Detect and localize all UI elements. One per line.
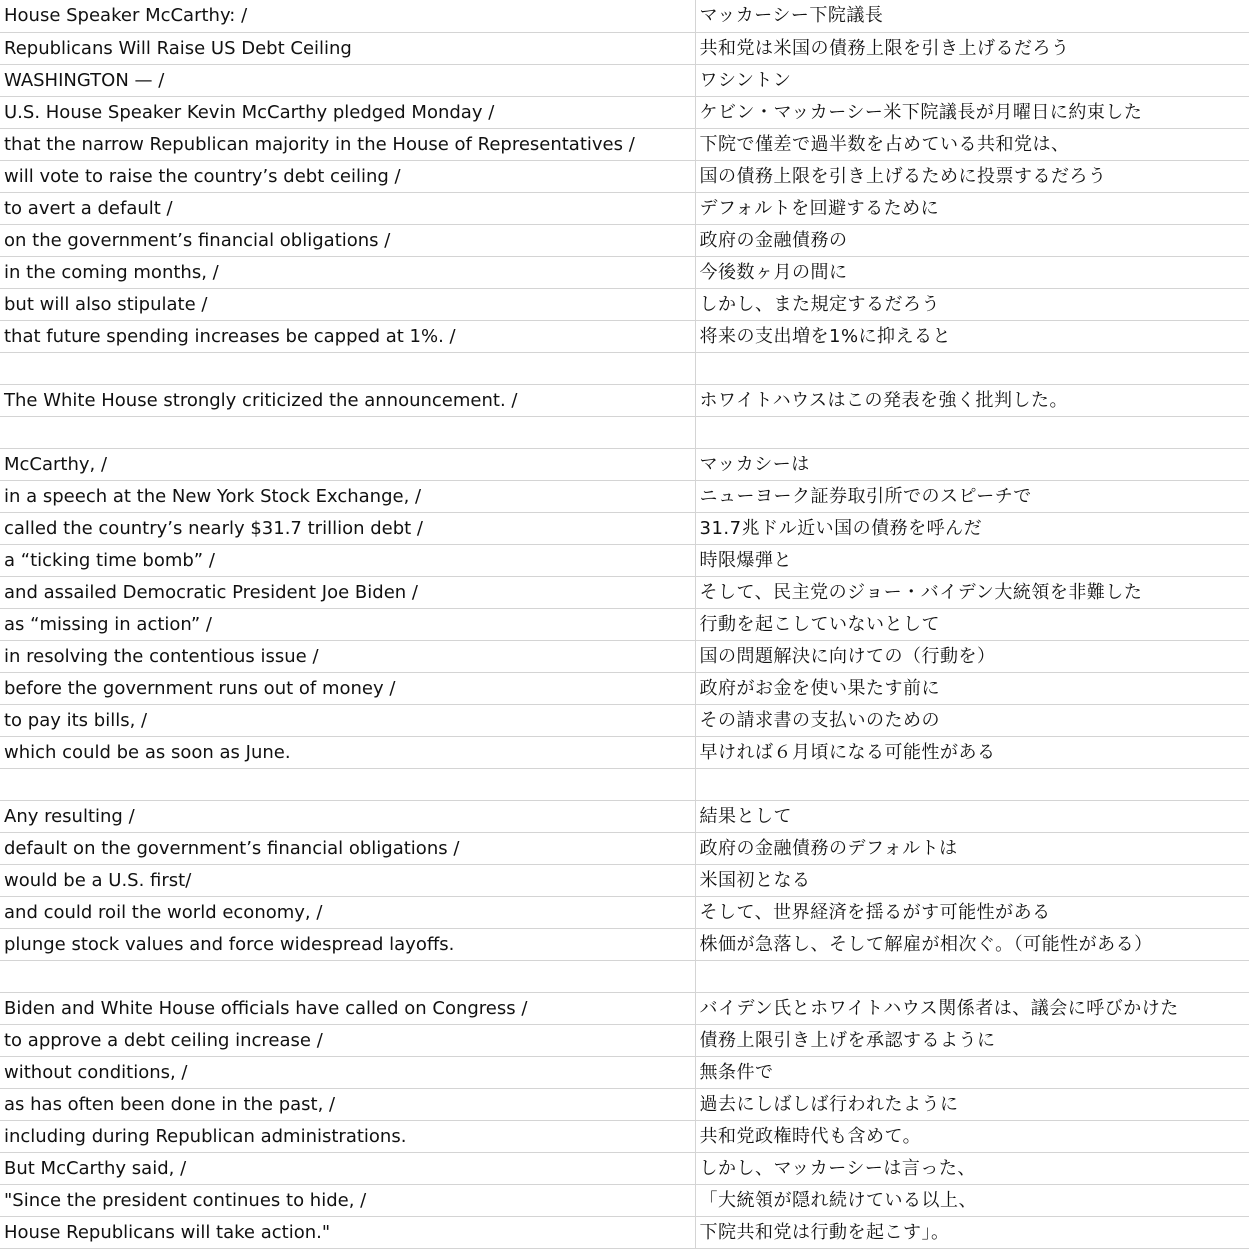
- japanese-cell[interactable]: 時限爆弾と: [695, 544, 1249, 576]
- japanese-cell[interactable]: デフォルトを回避するために: [695, 192, 1249, 224]
- table-row: [0, 1088, 1249, 1120]
- table-row: [0, 1056, 1249, 1088]
- japanese-cell[interactable]: 結果として: [695, 800, 1249, 832]
- english-cell[interactable]: The White House strongly criticized the announcement. /: [0, 384, 695, 416]
- japanese-cell[interactable]: 政府の金融債務の: [695, 224, 1249, 256]
- english-cell[interactable]: in resolving the contentious issue /: [0, 640, 695, 672]
- english-cell[interactable]: to pay its bills, /: [0, 704, 695, 736]
- japanese-cell[interactable]: しかし、マッカーシーは言った、: [695, 1152, 1249, 1184]
- japanese-cell[interactable]: ケビン・マッカーシー米下院議長が月曜日に約束した: [695, 96, 1249, 128]
- japanese-cell[interactable]: [695, 960, 1249, 992]
- japanese-cell[interactable]: 下院で僅差で過半数を占めている共和党は、: [695, 128, 1249, 160]
- japanese-cell[interactable]: 「大統領が隠れ続けている以上、: [695, 1184, 1249, 1216]
- japanese-cell[interactable]: しかし、また規定するだろう: [695, 288, 1249, 320]
- table-row: [0, 608, 1249, 640]
- japanese-cell[interactable]: 将来の支出増を1%に抑えると: [695, 320, 1249, 352]
- japanese-cell[interactable]: 債務上限引き上げを承認するように: [695, 1024, 1249, 1056]
- english-cell[interactable]: U.S. House Speaker Kevin McCarthy pledged Monday /: [0, 96, 695, 128]
- english-cell[interactable]: "Since the president continues to hide, /: [0, 1184, 695, 1216]
- japanese-cell[interactable]: ニューヨーク証券取引所でのスピーチで: [695, 480, 1249, 512]
- table-row: [0, 448, 1249, 480]
- english-cell[interactable]: and could roil the world economy, /: [0, 896, 695, 928]
- table-row: [0, 512, 1249, 544]
- table-row: [0, 0, 1249, 32]
- english-cell[interactable]: [0, 768, 695, 800]
- japanese-cell[interactable]: 政府がお金を使い果たす前に: [695, 672, 1249, 704]
- english-cell[interactable]: Biden and White House officials have called on Congress /: [0, 992, 695, 1024]
- table-row: [0, 288, 1249, 320]
- table-row: [0, 192, 1249, 224]
- english-cell[interactable]: before the government runs out of money /: [0, 672, 695, 704]
- english-cell[interactable]: in a speech at the New York Stock Exchange, /: [0, 480, 695, 512]
- english-cell[interactable]: [0, 352, 695, 384]
- japanese-cell[interactable]: 行動を起こしていないとして: [695, 608, 1249, 640]
- japanese-cell[interactable]: その請求書の支払いのための: [695, 704, 1249, 736]
- japanese-cell[interactable]: 国の問題解決に向けての（行動を）: [695, 640, 1249, 672]
- japanese-cell[interactable]: 早ければ６月頃になる可能性がある: [695, 736, 1249, 768]
- table-row: [0, 704, 1249, 736]
- japanese-cell[interactable]: 31.7兆ドル近い国の債務を呼んだ: [695, 512, 1249, 544]
- table-row: [0, 128, 1249, 160]
- table-row: [0, 352, 1249, 384]
- english-cell[interactable]: that the narrow Republican majority in the House of Representatives /: [0, 128, 695, 160]
- english-cell[interactable]: House Republicans will take action.": [0, 1216, 695, 1248]
- english-cell[interactable]: as has often been done in the past, /: [0, 1088, 695, 1120]
- english-cell[interactable]: Any resulting /: [0, 800, 695, 832]
- english-cell[interactable]: But McCarthy said, /: [0, 1152, 695, 1184]
- japanese-cell[interactable]: [695, 352, 1249, 384]
- table-row: [0, 544, 1249, 576]
- table-row: [0, 736, 1249, 768]
- japanese-cell[interactable]: 株価が急落し、そして解雇が相次ぐ。（可能性がある）: [695, 928, 1249, 960]
- japanese-cell[interactable]: [695, 416, 1249, 448]
- table-row: [0, 416, 1249, 448]
- table-row: [0, 320, 1249, 352]
- japanese-cell[interactable]: 米国初となる: [695, 864, 1249, 896]
- english-cell[interactable]: including during Republican administrations.: [0, 1120, 695, 1152]
- japanese-cell[interactable]: 今後数ヶ月の間に: [695, 256, 1249, 288]
- japanese-cell[interactable]: 過去にしばしば行われたように: [695, 1088, 1249, 1120]
- japanese-cell[interactable]: 下院共和党は行動を起こす」。: [695, 1216, 1249, 1248]
- table-row: [0, 96, 1249, 128]
- english-cell[interactable]: in the coming months, /: [0, 256, 695, 288]
- english-cell[interactable]: but will also stipulate /: [0, 288, 695, 320]
- japanese-cell[interactable]: ホワイトハウスはこの発表を強く批判した。: [695, 384, 1249, 416]
- english-cell[interactable]: that future spending increases be capped at 1%. /: [0, 320, 695, 352]
- table-row: [0, 832, 1249, 864]
- table-row: [0, 384, 1249, 416]
- english-cell[interactable]: plunge stock values and force widespread layoffs.: [0, 928, 695, 960]
- english-cell[interactable]: House Speaker McCarthy: /: [0, 0, 695, 32]
- table-row: [0, 224, 1249, 256]
- japanese-cell[interactable]: 無条件で: [695, 1056, 1249, 1088]
- table-row: [0, 1184, 1249, 1216]
- table-row: [0, 960, 1249, 992]
- table-row: [0, 896, 1249, 928]
- table-row: [0, 64, 1249, 96]
- english-cell[interactable]: McCarthy, /: [0, 448, 695, 480]
- japanese-cell[interactable]: 政府の金融債務のデフォルトは: [695, 832, 1249, 864]
- table-row: [0, 672, 1249, 704]
- table-row: [0, 1120, 1249, 1152]
- table-row: [0, 256, 1249, 288]
- table-row: [0, 480, 1249, 512]
- table-row: [0, 1152, 1249, 1184]
- english-cell[interactable]: as “missing in action” /: [0, 608, 695, 640]
- english-cell[interactable]: on the government’s financial obligations /: [0, 224, 695, 256]
- table-row: [0, 992, 1249, 1024]
- table-row: [0, 1216, 1249, 1248]
- english-cell[interactable]: a “ticking time bomb” /: [0, 544, 695, 576]
- japanese-cell[interactable]: [695, 768, 1249, 800]
- japanese-cell[interactable]: そして、民主党のジョー・バイデン大統領を非難した: [695, 576, 1249, 608]
- english-cell[interactable]: which could be as soon as June.: [0, 736, 695, 768]
- english-cell[interactable]: Republicans Will Raise US Debt Ceiling: [0, 32, 695, 64]
- english-cell[interactable]: [0, 960, 695, 992]
- english-cell[interactable]: WASHINGTON — /: [0, 64, 695, 96]
- english-cell[interactable]: will vote to raise the country’s debt ceiling /: [0, 160, 695, 192]
- japanese-cell[interactable]: 共和党政権時代も含めて。: [695, 1120, 1249, 1152]
- english-cell[interactable]: to avert a default /: [0, 192, 695, 224]
- japanese-cell[interactable]: そして、世界経済を揺るがす可能性がある: [695, 896, 1249, 928]
- table-row: [0, 160, 1249, 192]
- table-row: [0, 864, 1249, 896]
- japanese-cell[interactable]: 国の債務上限を引き上げるために投票するだろう: [695, 160, 1249, 192]
- english-cell[interactable]: default on the government’s financial obligations /: [0, 832, 695, 864]
- english-cell[interactable]: [0, 416, 695, 448]
- table-row: [0, 576, 1249, 608]
- english-cell[interactable]: would be a U.S. first/: [0, 864, 695, 896]
- table-row: [0, 1024, 1249, 1056]
- japanese-cell[interactable]: 共和党は米国の債務上限を引き上げるだろう: [695, 32, 1249, 64]
- japanese-cell[interactable]: マッカシーは: [695, 448, 1249, 480]
- english-cell[interactable]: without conditions, /: [0, 1056, 695, 1088]
- table-row: [0, 32, 1249, 64]
- table-row: [0, 928, 1249, 960]
- english-cell[interactable]: and assailed Democratic President Joe Biden /: [0, 576, 695, 608]
- english-cell[interactable]: called the country’s nearly $31.7 trillion debt /: [0, 512, 695, 544]
- english-cell[interactable]: to approve a debt ceiling increase /: [0, 1024, 695, 1056]
- table-row: [0, 768, 1249, 800]
- table-row: [0, 640, 1249, 672]
- japanese-cell[interactable]: ワシントン: [695, 64, 1249, 96]
- japanese-cell[interactable]: バイデン氏とホワイトハウス関係者は、議会に呼びかけた: [695, 992, 1249, 1024]
- table-row: [0, 800, 1249, 832]
- japanese-cell[interactable]: マッカーシー下院議長: [695, 0, 1249, 32]
